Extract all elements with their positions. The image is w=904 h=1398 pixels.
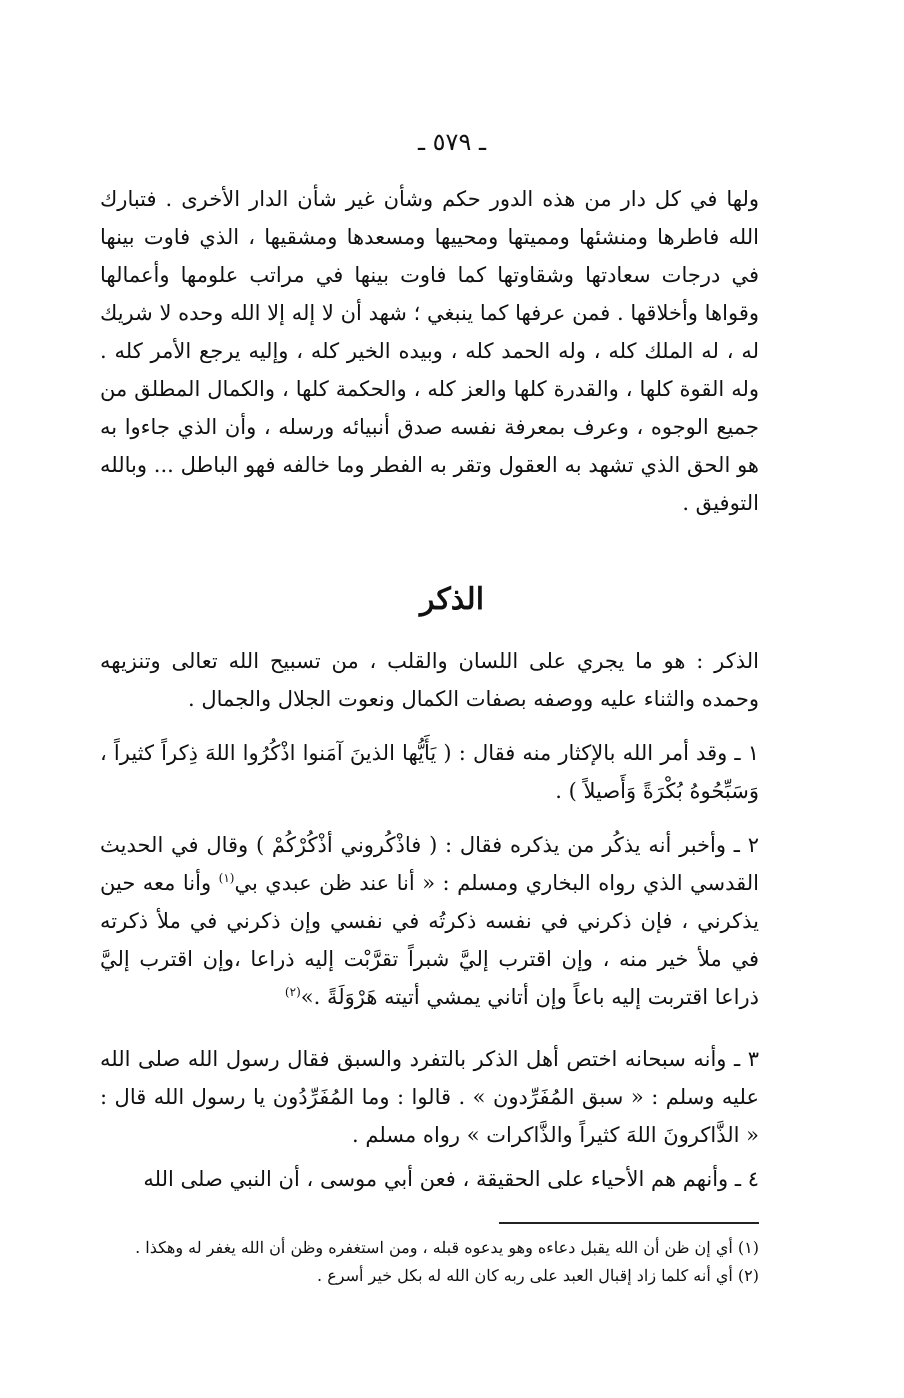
point-text: وأخبر أنه يذكُر من يذكره فقال : ( فاذْكُروني أذْكُرْكُمْ ) وقال في الحديث القدسي الذي رواه البخاري ومسلم : « أنا عند ظن عبدي بي — [100, 833, 760, 895]
point-number: ٢ ـ — [733, 833, 760, 857]
footnote-divider — [499, 1222, 759, 1224]
footnote-2 — [100, 1262, 759, 1290]
point-2 — [100, 826, 759, 1016]
page-number: ـ ٥٧٩ ـ — [417, 128, 486, 156]
definition-paragraph: الذكر : هو ما يجري على اللسان والقلب ، من تسبيح الله تعالى وتنزيهه وحمده والثناء عليه ووصفه بصفات الكمال ونعوت الجلال والجمال . — [100, 649, 759, 711]
point-number: ٤ ـ — [734, 1167, 759, 1191]
point-text: وأنهم هم الأحياء على الحقيقة ، فعن أبي موسى ، أن النبي صلى الله — [143, 1167, 729, 1191]
footnote-text: أي إن ظن أن الله يقبل دعاءه وهو يدعوه قبله ، ومن استغفره وظن أن الله يغفر له وهكذا . — [135, 1238, 733, 1257]
point-text-continued: وأنا معه حين يذكرني ، فإن ذكرني في نفسه ذكرتُه في نفسي وإن ذكرني في ملأ ذكرته في ملأ خير منه ، وإن اقترب إليَّ شبراً تقرَّبْت إليه ذراعا ،وإن اقترب إليَّ ذراعا اقتربت إليه باعاً وإن أتاني يمشي أتيته هَرْوَلَةً .» — [100, 871, 759, 1009]
section-heading: الذكر — [419, 582, 485, 617]
footnote-marker: (٢) — [737, 1266, 759, 1285]
point-text: وقد أمر الله بالإكثار منه فقال : ( يَأَيُّها الذينَ آمَنوا اذْكُرُوا اللهَ ذِكراً كثيراً ، وَسَبِّحُوهُ بُكْرَةً وَأَصيلاً ) . — [100, 741, 759, 803]
point-text: وأنه سبحانه اختص أهل الذكر بالتفرد والسبق فقال رسول الله صلى الله عليه وسلم : « سبق المُفَرِّدون » . قالوا : وما المُفَرِّدُون يا رسول الله قال : « الذَّاكرونَ اللهَ كثيراً والذَّاكرات » رواه مسلم . — [100, 1047, 759, 1147]
intro-paragraph: ولها في كل دار من هذه الدور حكم وشأن غير شأن الدار الأخرى . فتبارك الله فاطرها ومنشئها ومميتها ومحييها ومسعدها ومشقيها ، الذي فاوت بينها في درجات سعادتها وشقاوتها كما فاوت بينها في مراتب علومها وأعمالها وقواها وأخلاقها . فمن عرفها كما ينبغي ؛ شهد أن لا إله إلا الله وحده لا شريك له ، له الملك كله ، وله الحمد كله ، وبيده الخير كله ، وإليه يرجع الأمر كله . وله القوة كلها ، والقدرة كلها والعز كله ، والحكمة كلها ، والكمال المطلق من جميع الوجوه ، وعرف بمعرفة نفسه صدق أنبيائه ورسله ، وأن الذي جاءوا به هو الحق الذي تشهد به العقول وتقر به الفطر وما خالفه فهو الباطل ... وبالله التوفيق . — [100, 187, 759, 515]
footnotes — [100, 1234, 759, 1290]
footnote-ref-1: (١) — [218, 871, 235, 885]
footnote-ref-2: (٢) — [284, 985, 301, 999]
point-number: ١ ـ — [734, 741, 760, 765]
point-4 — [100, 1160, 759, 1198]
footnote-1 — [100, 1234, 759, 1262]
point-3 — [100, 1040, 759, 1154]
point-number: ٣ ـ — [734, 1047, 759, 1071]
point-1 — [100, 734, 759, 810]
footnote-text: أي أنه كلما زاد إقبال العبد على ربه كان الله له بكل خير أسرع . — [317, 1266, 733, 1285]
footnote-marker: (١) — [737, 1238, 759, 1257]
